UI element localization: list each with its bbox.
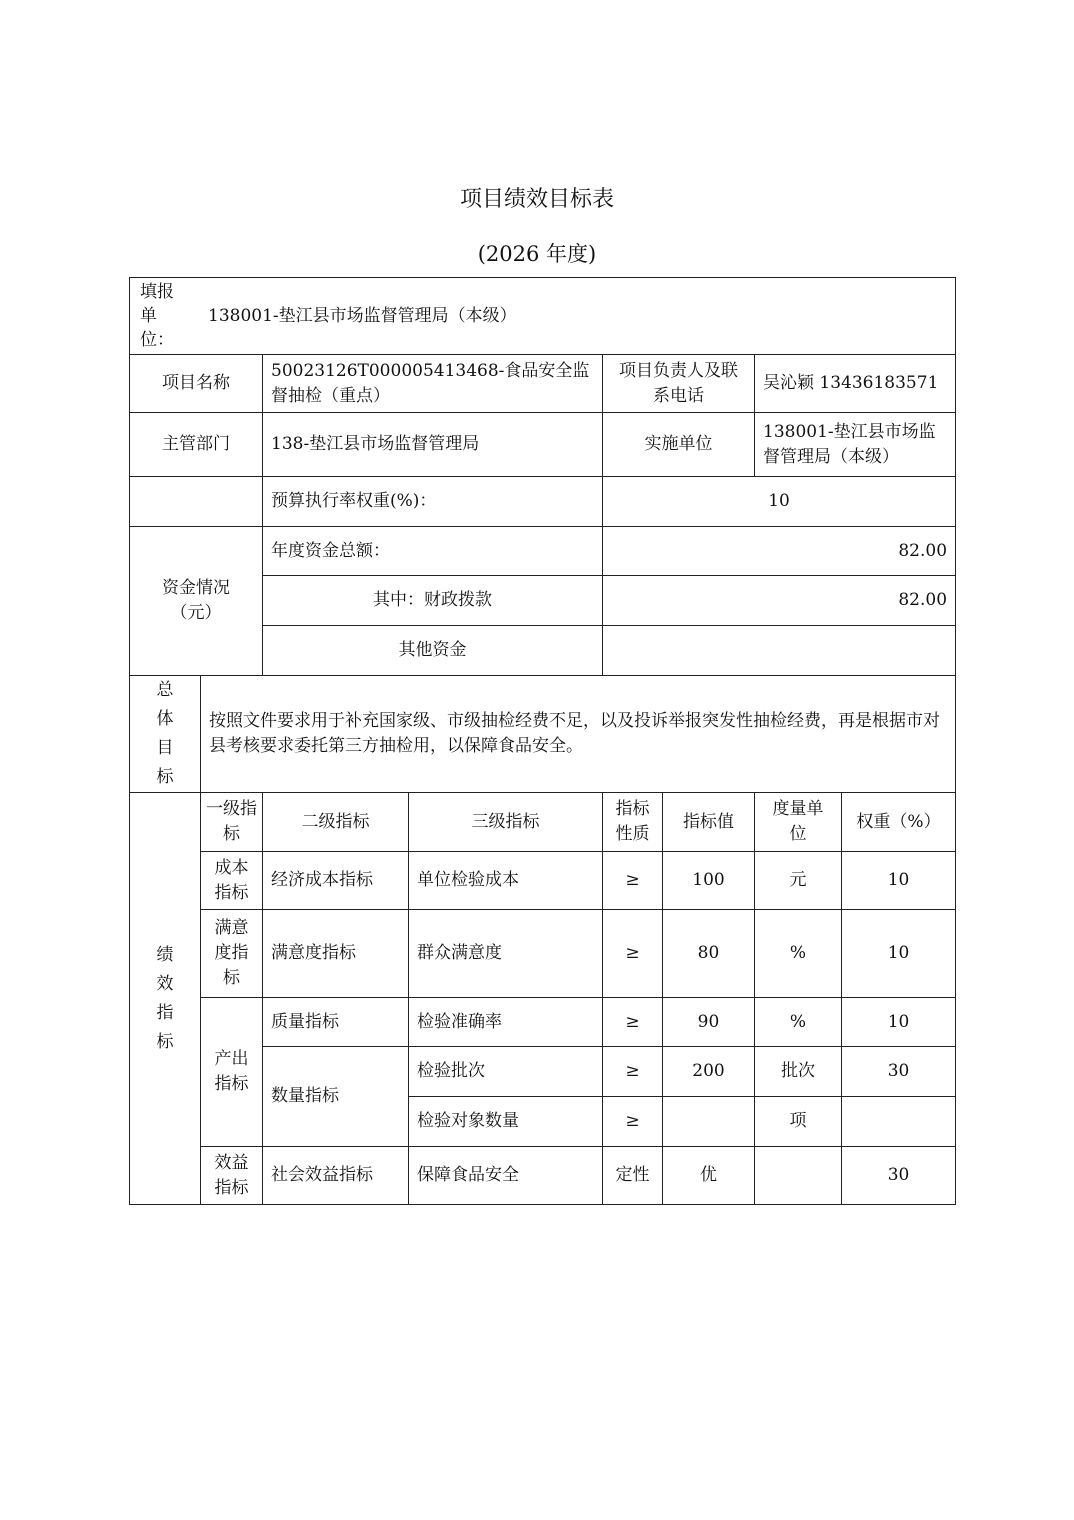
funds-label: 资金情况（元）: [130, 527, 263, 676]
impl-label: 实施单位: [603, 413, 755, 477]
unit-cell: 批次: [755, 1047, 842, 1097]
unit-cell: 元: [755, 852, 842, 910]
value-cell: 80: [663, 910, 755, 998]
weight-cell: 10: [842, 852, 956, 910]
header-unit: 度量单位: [755, 793, 842, 852]
weight-cell: 30: [842, 1047, 956, 1097]
table-row: [130, 1147, 956, 1205]
page-subtitle: (2026 年度): [477, 242, 597, 266]
table-row: [130, 852, 956, 910]
weight-cell: 10: [842, 998, 956, 1047]
header-l2: 二级指标: [263, 793, 409, 852]
perf-label: 绩效指标: [130, 793, 201, 1205]
impl-value: 138001-垫江县市场监督管理局（本级）: [755, 413, 956, 477]
l1-cell: 满意度指标: [201, 910, 263, 998]
l2-cell: 数量指标: [263, 1047, 409, 1147]
l2-cell: 质量指标: [263, 998, 409, 1047]
dept-label: 主管部门: [130, 413, 263, 477]
goal-text: 按照文件要求用于补充国家级、市级抽检经费不足，以及投诉举报突发性抽检经费，再是根据市对县考核要求委托第三方抽检用，以保障食品安全。: [201, 676, 956, 793]
funds-fiscal-value: 82.00: [603, 576, 956, 626]
funds-other-label: 其他资金: [263, 626, 603, 676]
l2-cell: 经济成本指标: [263, 852, 409, 910]
table-row: [130, 998, 956, 1047]
nature-cell: ≥: [603, 998, 663, 1047]
funds-total-value: 82.00: [603, 527, 956, 576]
unit-cell: [755, 1147, 842, 1205]
report-unit-row: [130, 278, 956, 355]
header-l3: 三级指标: [409, 793, 603, 852]
value-cell: 优: [663, 1147, 755, 1205]
nature-cell: ≥: [603, 910, 663, 998]
l3-cell: 检验准确率: [409, 998, 603, 1047]
l2-cell: 满意度指标: [263, 910, 409, 998]
nature-cell: ≥: [603, 852, 663, 910]
value-cell: [663, 1097, 755, 1147]
manager-label: 项目负责人及联系电话: [603, 355, 755, 413]
nature-cell: ≥: [603, 1097, 663, 1147]
manager-value: 吴沁颖 13436183571: [755, 355, 956, 413]
unit-cell: %: [755, 910, 842, 998]
l1-cell: 效益指标: [201, 1147, 263, 1205]
header-value: 指标值: [663, 793, 755, 852]
l3-cell: 单位检验成本: [409, 852, 603, 910]
funds-other-value: [603, 626, 956, 676]
l1-cell: 产出指标: [201, 998, 263, 1147]
dept-value: 138-垫江县市场监督管理局: [263, 413, 603, 477]
performance-table: [129, 277, 956, 1205]
l3-cell: 群众满意度: [409, 910, 603, 998]
budget-rate-value: 10: [603, 477, 956, 527]
table-row: [130, 910, 956, 998]
l3-cell: 保障食品安全: [409, 1147, 603, 1205]
value-cell: 90: [663, 998, 755, 1047]
funds-total-label: 年度资金总额：: [263, 527, 603, 576]
empty-cell: [130, 477, 263, 527]
page-title: 项目绩效目标表: [459, 187, 614, 212]
l2-cell: 社会效益指标: [263, 1147, 409, 1205]
header-l1: 一级指标: [201, 793, 263, 852]
weight-cell: 10: [842, 910, 956, 998]
report-unit-label: 填报单位：: [140, 282, 174, 350]
weight-cell: [842, 1097, 956, 1147]
weight-cell: 30: [842, 1147, 956, 1205]
project-name-label: 项目名称: [130, 355, 263, 413]
unit-cell: %: [755, 998, 842, 1047]
l1-cell: 成本指标: [201, 852, 263, 910]
goal-label: 总体目标: [130, 676, 201, 793]
nature-cell: 定性: [603, 1147, 663, 1205]
l3-cell: 检验对象数量: [409, 1097, 603, 1147]
report-unit-value: 138001-垫江县市场监督管理局（本级）: [208, 305, 517, 326]
header-weight: 权重（%）: [842, 793, 956, 852]
project-name-value: 50023126T000005413468-食品安全监督抽检（重点）: [263, 355, 603, 413]
nature-cell: ≥: [603, 1047, 663, 1097]
header-nature: 指标性质: [603, 793, 663, 852]
l3-cell: 检验批次: [409, 1047, 603, 1097]
funds-fiscal-label: 其中：财政拨款: [263, 576, 603, 626]
unit-cell: 项: [755, 1097, 842, 1147]
value-cell: 200: [663, 1047, 755, 1097]
budget-rate-label: 预算执行率权重(%)：: [263, 477, 603, 527]
value-cell: 100: [663, 852, 755, 910]
